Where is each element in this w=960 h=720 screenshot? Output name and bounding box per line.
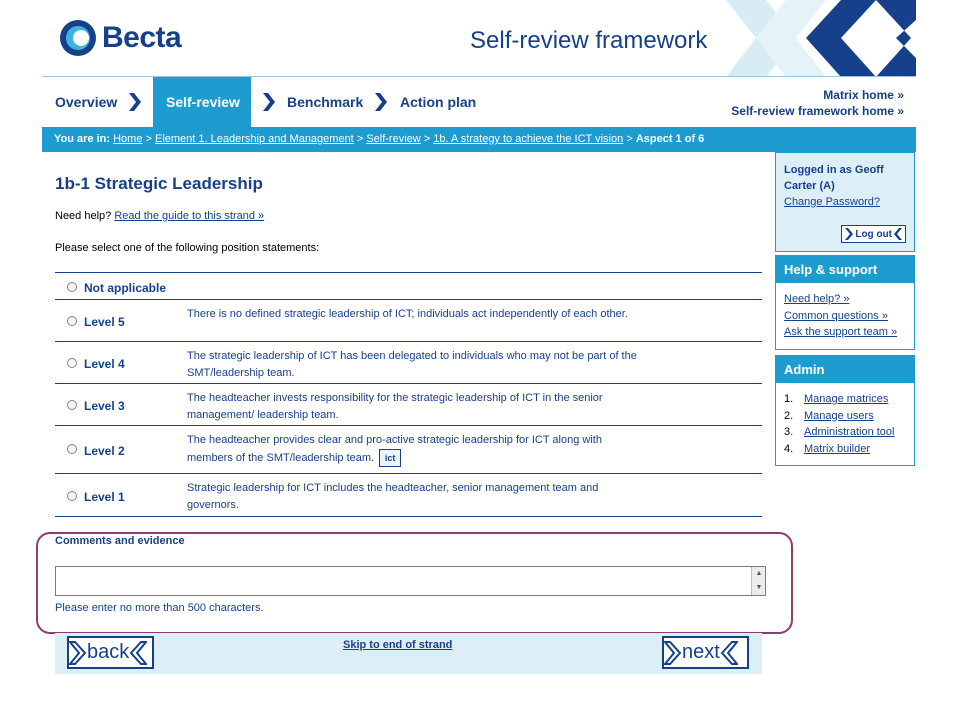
- breadcrumb-prefix: You are in:: [54, 133, 111, 145]
- breadcrumb-sep: >: [423, 133, 431, 145]
- breadcrumb: [42, 127, 916, 152]
- next-label: next: [682, 641, 720, 663]
- admin-item: [784, 441, 906, 458]
- logout-label: Log out: [855, 228, 892, 240]
- option-level: Level 5: [84, 315, 125, 329]
- matrix-home-link[interactable]: Matrix home »: [823, 88, 904, 102]
- matrix-builder-link[interactable]: Matrix builder: [804, 442, 871, 455]
- help-support-title: Help & support: [776, 256, 914, 283]
- scroll-up-icon[interactable]: ▲: [755, 570, 763, 577]
- option-row-level-5: [55, 299, 762, 341]
- admin-item-number: 2.: [784, 409, 794, 422]
- pager-bar: [55, 633, 762, 674]
- option-level: Level 1: [84, 490, 125, 504]
- manage-users-link[interactable]: Manage users: [804, 409, 874, 422]
- option-row-level-3: [55, 383, 762, 425]
- option-row-level-2: [55, 425, 762, 473]
- option-row-not-applicable: [55, 272, 762, 299]
- admin-item-number: 1.: [784, 393, 794, 405]
- help-line: [55, 210, 264, 222]
- option-level: Level 3: [84, 399, 125, 413]
- option-description: Strategic leadership for ICT includes the headteacher, senior management team and governors.: [187, 482, 599, 511]
- breadcrumb-strand[interactable]: 1b. A strategy to achieve the ICT vision: [433, 133, 624, 145]
- tab-benchmark[interactable]: [287, 77, 363, 127]
- login-panel: [775, 152, 915, 252]
- chevron-right-icon: [263, 93, 275, 111]
- admin-panel: [775, 355, 915, 466]
- option-level: Not applicable: [84, 281, 167, 295]
- admin-item-number: 4.: [784, 442, 794, 455]
- breadcrumb-element[interactable]: Element 1. Leadership and Management: [155, 133, 354, 145]
- option-level: Level 2: [84, 444, 125, 458]
- tab-action-plan[interactable]: [400, 77, 476, 127]
- instruction-text: Please select one of the following position statements:: [55, 242, 320, 254]
- site-title: Self-review framework: [470, 27, 708, 54]
- breadcrumb-home[interactable]: Home: [113, 133, 143, 145]
- manage-matrices-link[interactable]: Manage matrices: [804, 393, 889, 405]
- admin-item-number: 3.: [784, 426, 794, 438]
- tab-overview[interactable]: [55, 77, 117, 127]
- breadcrumb-sep: >: [145, 133, 152, 145]
- breadcrumb-sep: >: [626, 133, 633, 145]
- chevron-right-icon: [129, 93, 141, 111]
- chevron-right-icon: [845, 228, 853, 240]
- option-description-text: The headteacher provides clear and pro-active strategic leadership for ICT along with members of the SMT/leadership team.: [187, 434, 602, 464]
- char-limit-note: Please enter no more than 500 characters.: [55, 602, 264, 614]
- radio-level-2[interactable]: [67, 444, 77, 454]
- tab-overview-label: Overview: [55, 94, 118, 110]
- help-support-panel: [775, 255, 915, 350]
- option-row-level-1: [55, 473, 762, 517]
- logout-button[interactable]: [841, 225, 906, 243]
- ict-mark-icon[interactable]: ict: [379, 449, 401, 467]
- tab-benchmark-label: Benchmark: [287, 94, 364, 110]
- breadcrumb-self-review[interactable]: Self-review: [366, 133, 421, 145]
- radio-level-1[interactable]: [67, 491, 77, 501]
- help-prefix: Need help?: [55, 210, 112, 222]
- scroll-down-icon[interactable]: ▼: [755, 584, 763, 591]
- change-password-link[interactable]: Change Password?: [784, 196, 881, 208]
- radio-not-applicable[interactable]: [67, 282, 77, 292]
- read-guide-link[interactable]: Read the guide to this strand »: [114, 210, 265, 222]
- next-button[interactable]: [662, 636, 749, 669]
- common-questions-link[interactable]: Common questions »: [784, 309, 888, 322]
- admin-title: Admin: [776, 356, 914, 383]
- site-header: [42, 0, 916, 77]
- chevron-left-icon: [894, 228, 902, 240]
- breadcrumb-sep: >: [356, 133, 364, 145]
- chevron-left-icon: [129, 640, 147, 666]
- logged-in-line2: Carter (A): [784, 180, 835, 192]
- tab-self-review-label: Self-review: [166, 94, 240, 110]
- tab-self-review[interactable]: [153, 77, 251, 127]
- logo-text: Becta: [102, 21, 182, 54]
- admin-links: [776, 383, 914, 465]
- radio-level-5[interactable]: [67, 316, 77, 326]
- admin-item: [784, 424, 906, 441]
- admin-item: [784, 391, 906, 408]
- main-nav: [42, 77, 916, 127]
- skip-to-end-link[interactable]: Skip to end of strand: [343, 639, 453, 651]
- becta-logo-mark-icon: [58, 18, 98, 58]
- chevron-right-icon: [69, 640, 87, 666]
- breadcrumb-current: Aspect 1 of 6: [635, 133, 705, 145]
- tab-action-plan-label: Action plan: [400, 94, 477, 110]
- back-label: back: [87, 641, 130, 663]
- login-info: [776, 153, 914, 219]
- chevron-right-icon: [664, 640, 682, 666]
- radio-level-4[interactable]: [67, 358, 77, 368]
- help-support-links: [776, 283, 914, 349]
- comments-label: Comments and evidence: [55, 535, 185, 547]
- administration-tool-link[interactable]: Administration tool: [804, 426, 895, 438]
- page-title: 1b-1 Strategic Leadership: [55, 174, 263, 193]
- need-help-link[interactable]: Need help? »: [784, 293, 850, 305]
- self-review-home-link[interactable]: Self-review framework home »: [731, 104, 904, 118]
- radio-level-3[interactable]: [67, 400, 77, 410]
- option-description: [187, 432, 647, 467]
- chevron-right-icon: [375, 93, 387, 111]
- option-description: There is no defined strategic leadership of ICT; individuals act independently of each other.: [187, 308, 628, 320]
- back-button[interactable]: [67, 636, 154, 669]
- option-level: Level 4: [84, 357, 125, 371]
- admin-item: [784, 408, 906, 425]
- logged-in-line1: Logged in as Geoff: [784, 164, 884, 176]
- ask-support-link[interactable]: Ask the support team »: [784, 326, 898, 338]
- becta-logo[interactable]: [58, 14, 181, 62]
- chevron-graphic-icon: [726, 0, 916, 77]
- option-description: The strategic leadership of ICT has been delegated to individuals who may not be part of the SMT/leadership team.: [187, 350, 637, 379]
- chevron-left-icon: [720, 640, 738, 666]
- nav-right-links: [731, 87, 904, 119]
- option-description: The headteacher invests responsibility for the strategic leadership of ICT in the senior management/ leadership team.: [187, 392, 603, 421]
- comments-highlight-outline: [36, 532, 793, 634]
- option-row-level-4: [55, 341, 762, 383]
